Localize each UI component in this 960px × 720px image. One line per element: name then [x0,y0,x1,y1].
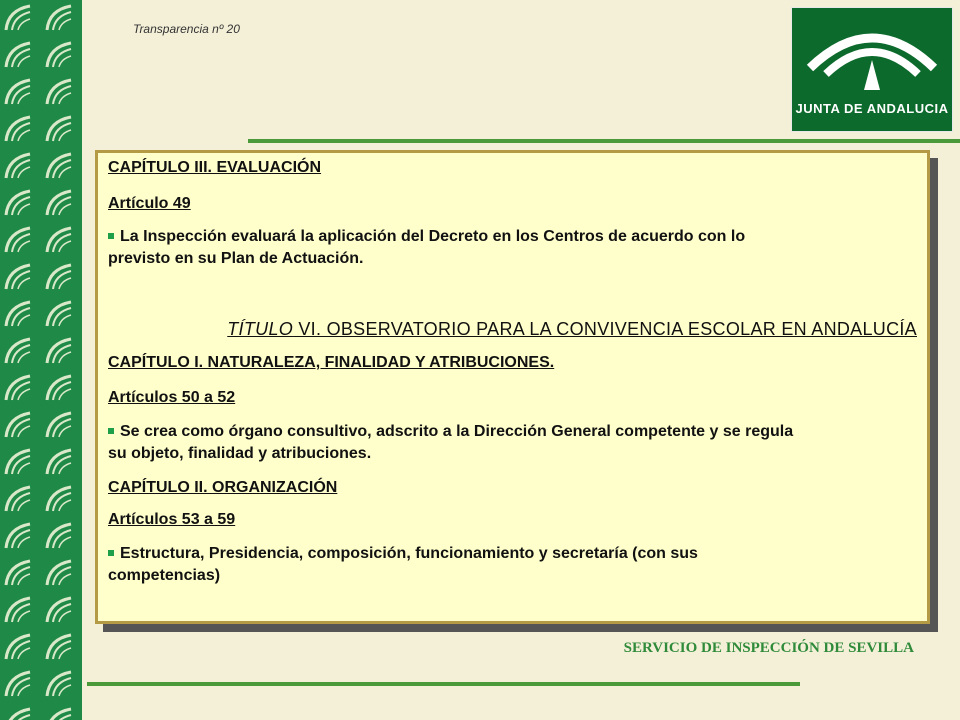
chapter-3-heading: CAPÍTULO III. EVALUACIÓN [108,159,322,176]
article-49: Artículo 49 [108,195,191,212]
junta-emblem-icon [792,8,952,98]
bullet-1-cont: previsto en su Plan de Actuación. [108,250,364,267]
decorative-left-strip [0,0,82,720]
chapter-1-heading: CAPÍTULO I. NATURALEZA, FINALIDAD Y ATRIBUCIONES. [108,354,555,371]
service-footer: SERVICIO DE INSPECCIÓN DE SEVILLA [623,640,914,656]
chapter-2-heading: CAPÍTULO II. ORGANIZACIÓN [108,479,338,496]
articles-50-52: Artículos 50 a 52 [108,389,236,406]
bullet-icon [108,550,114,556]
bullet-2-cont: su objeto, finalidad y atribuciones. [108,445,372,462]
bullet-1 [108,228,917,246]
junta-logo [791,7,953,132]
bullet-2 [108,423,917,441]
bullet-2-text: Se crea como órgano consultivo, adscrito a la Dirección General competente y se regula [120,423,794,440]
bullet-icon [108,233,114,239]
bottom-divider [87,682,800,686]
bullet-1-text: La Inspección evaluará la aplicación del Decreto en los Centros de acuerdo con lo [120,228,746,245]
title-word: TÍTULO [227,319,294,339]
content-box [95,150,930,624]
bullet-3-text: Estructura, Presidencia, composición, funcionamiento y secretaría (con sus [120,545,698,562]
slide-number: Transparencia nº 20 [133,22,240,36]
articles-53-59: Artículos 53 a 59 [108,511,236,528]
bullet-3-cont: competencias) [108,567,221,584]
title-rest: VI. OBSERVATORIO PARA LA CONVIVENCIA ESCOLAR EN ANDALUCÍA [293,319,917,339]
leaf-pattern-icon [0,0,82,720]
bullet-3 [108,545,917,563]
bullet-icon [108,428,114,434]
logo-text: JUNTA DE ANDALUCIA [795,101,949,116]
top-divider [248,139,960,143]
title-heading [108,319,917,340]
